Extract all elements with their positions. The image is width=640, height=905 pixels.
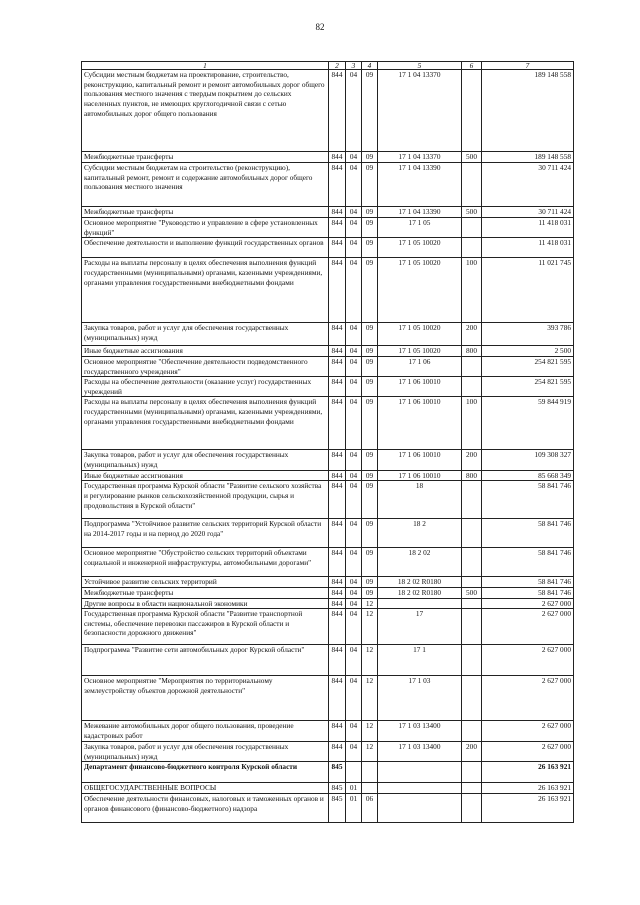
row-amount: 2 500: [482, 346, 574, 357]
table-row: [82, 238, 574, 258]
row-subsection-code: 12: [362, 598, 378, 609]
row-name: Закупка товаров, работ и услуг для обеспечения государственных (муниципальных) нужд: [82, 323, 329, 346]
row-name: Закупка товаров, работ и услуг для обеспечения государственных (муниципальных) нужд: [82, 450, 329, 470]
row-name: Основное мероприятие "Руководство и управление в сфере установленных функций": [82, 218, 329, 238]
row-section-code: 04: [346, 238, 362, 258]
row-ministry-code: 844: [329, 152, 346, 163]
row-subsection-code: 09: [362, 481, 378, 519]
row-section-code: [346, 762, 362, 783]
table-row: [82, 742, 574, 762]
row-subsection-code: 09: [362, 470, 378, 481]
row-subsection-code: 09: [362, 548, 378, 577]
page-number: 82: [315, 22, 325, 32]
row-subsection-code: 12: [362, 721, 378, 742]
row-name: Подпрограмма "Развитие сети автомобильных дорог Курской области": [82, 645, 329, 676]
row-name: Основное мероприятие "Обеспечение деятельности подведомственного государственного учреждения": [82, 356, 329, 376]
table-row: [82, 548, 574, 577]
row-expense-type: 200: [462, 323, 482, 346]
row-name: Расходы на обеспечение деятельности (оказание услуг) государственных учреждений: [82, 377, 329, 397]
budget-table: [81, 61, 574, 823]
column-header: 1: [82, 62, 329, 70]
column-header: 5: [378, 62, 462, 70]
row-ministry-code: 844: [329, 323, 346, 346]
row-amount: 2 627 000: [482, 598, 574, 609]
row-name: Основное мероприятие "Обустройство сельских территорий объектами социальной и инженерной инфраструктуры, автомобильными дорогами": [82, 548, 329, 577]
row-subsection-code: 09: [362, 323, 378, 346]
row-ministry-code: 844: [329, 238, 346, 258]
row-section-code: 04: [346, 609, 362, 645]
column-header: 7: [482, 62, 574, 70]
row-subsection-code: 12: [362, 645, 378, 676]
row-subsection-code: 09: [362, 218, 378, 238]
row-name: Расходы на выплаты персоналу в целях обеспечения выполнения функций государственными (муниципальными) органами, казенными учреждениями, органами управления государственными внебюджетными фондами: [82, 397, 329, 450]
row-section-code: 04: [346, 218, 362, 238]
row-section-code: 04: [346, 163, 362, 207]
row-target-article: 18 2 02 R0180: [378, 577, 462, 588]
row-target-article: 17: [378, 609, 462, 645]
row-expense-type: 500: [462, 207, 482, 218]
row-subsection-code: 09: [362, 152, 378, 163]
row-amount: 85 668 349: [482, 470, 574, 481]
table-row: [82, 450, 574, 470]
table-row: [82, 356, 574, 376]
row-name: Закупка товаров, работ и услуг для обеспечения государственных (муниципальных) нужд: [82, 742, 329, 762]
table-row: [82, 721, 574, 742]
row-target-article: 18 2 02: [378, 548, 462, 577]
row-amount: 254 821 595: [482, 356, 574, 376]
row-amount: 2 627 000: [482, 645, 574, 676]
table-row: [82, 783, 574, 794]
row-expense-type: [462, 238, 482, 258]
row-section-code: 04: [346, 676, 362, 721]
row-target-article: 17 1 03: [378, 676, 462, 721]
row-expense-type: [462, 577, 482, 588]
table-row: [82, 587, 574, 598]
row-subsection-code: 09: [362, 397, 378, 450]
row-ministry-code: 844: [329, 676, 346, 721]
table-row: [82, 676, 574, 721]
row-expense-type: [462, 721, 482, 742]
row-target-article: 17 1 06 10010: [378, 397, 462, 450]
table-row: [82, 258, 574, 323]
row-name: Государственная программа Курской области "Развитие транспортной системы, обеспечение перевозки пассажиров в Курской области и безопасности дорожного движения": [82, 609, 329, 645]
row-name: Межевание автомобильных дорог общего пользования, проведение кадастровых работ: [82, 721, 329, 742]
row-expense-type: [462, 519, 482, 548]
column-header: 3: [346, 62, 362, 70]
row-target-article: 17 1 04 13370: [378, 152, 462, 163]
row-expense-type: [462, 356, 482, 376]
row-target-article: 17 1 05 10020: [378, 323, 462, 346]
row-ministry-code: 844: [329, 577, 346, 588]
row-target-article: [378, 783, 462, 794]
row-target-article: 17 1 04 13390: [378, 163, 462, 207]
row-ministry-code: 844: [329, 356, 346, 376]
row-subsection-code: 09: [362, 356, 378, 376]
row-expense-type: 500: [462, 587, 482, 598]
row-expense-type: [462, 377, 482, 397]
column-header: 4: [362, 62, 378, 70]
row-section-code: 04: [346, 548, 362, 577]
row-ministry-code: 844: [329, 207, 346, 218]
row-expense-type: [462, 70, 482, 152]
row-ministry-code: 844: [329, 70, 346, 152]
row-section-code: 04: [346, 397, 362, 450]
row-section-code: 01: [346, 783, 362, 794]
row-subsection-code: 09: [362, 450, 378, 470]
column-header: 6: [462, 62, 482, 70]
row-expense-type: [462, 794, 482, 823]
row-name: Подпрограмма "Устойчивое развитие сельских территорий Курской области на 2014-2017 годы и на период до 2020 года": [82, 519, 329, 548]
row-name: Межбюджетные трансферты: [82, 587, 329, 598]
row-ministry-code: 844: [329, 450, 346, 470]
table-row: [82, 762, 574, 783]
row-target-article: [378, 794, 462, 823]
row-target-article: [378, 598, 462, 609]
row-amount: 58 841 746: [482, 519, 574, 548]
row-expense-type: [462, 548, 482, 577]
row-amount: 26 163 921: [482, 783, 574, 794]
row-section-code: 01: [346, 794, 362, 823]
row-section-code: 04: [346, 152, 362, 163]
row-target-article: 17 1 06 10010: [378, 470, 462, 481]
table-row: [82, 152, 574, 163]
row-target-article: 17 1 03 13400: [378, 721, 462, 742]
row-expense-type: 800: [462, 470, 482, 481]
row-name: Основное мероприятие "Мероприятия по территориальному землеустройству объектов дорожной деятельности": [82, 676, 329, 721]
row-amount: 189 148 558: [482, 70, 574, 152]
row-subsection-code: [362, 783, 378, 794]
row-name: Другие вопросы в области национальной экономики: [82, 598, 329, 609]
row-name: Иные бюджетные ассигнования: [82, 346, 329, 357]
table-row: [82, 163, 574, 207]
row-expense-type: [462, 481, 482, 519]
row-expense-type: 800: [462, 346, 482, 357]
table-row: [82, 470, 574, 481]
row-amount: 58 841 746: [482, 481, 574, 519]
table-row: [82, 481, 574, 519]
row-ministry-code: 844: [329, 397, 346, 450]
row-subsection-code: 09: [362, 258, 378, 323]
row-subsection-code: [362, 762, 378, 783]
row-section-code: 04: [346, 587, 362, 598]
row-target-article: 17 1 04 13390: [378, 207, 462, 218]
row-section-code: 04: [346, 645, 362, 676]
row-expense-type: 200: [462, 742, 482, 762]
row-section-code: 04: [346, 577, 362, 588]
row-section-code: 04: [346, 481, 362, 519]
row-amount: 58 841 746: [482, 548, 574, 577]
table-row: [82, 609, 574, 645]
row-ministry-code: 844: [329, 377, 346, 397]
row-ministry-code: 845: [329, 794, 346, 823]
row-target-article: 17 1 05 10020: [378, 258, 462, 323]
row-amount: 30 711 424: [482, 207, 574, 218]
row-section-code: 04: [346, 519, 362, 548]
row-name: Департамент финансово-бюджетного контроля Курской области: [82, 762, 329, 783]
row-amount: 2 627 000: [482, 609, 574, 645]
row-name: Иные бюджетные ассигнования: [82, 470, 329, 481]
row-expense-type: [462, 676, 482, 721]
row-ministry-code: 844: [329, 163, 346, 207]
row-subsection-code: 09: [362, 577, 378, 588]
row-target-article: 17 1 03 13400: [378, 742, 462, 762]
table-row: [82, 519, 574, 548]
row-amount: 11 021 745: [482, 258, 574, 323]
row-subsection-code: 12: [362, 742, 378, 762]
row-target-article: 17 1 05: [378, 218, 462, 238]
row-section-code: 04: [346, 742, 362, 762]
row-amount: 393 786: [482, 323, 574, 346]
row-ministry-code: 844: [329, 721, 346, 742]
row-name: Субсидии местным бюджетам на строительство (реконструкцию), капитальный ремонт, ремонт и содержание автомобильных дорог общего пользования местного значения: [82, 163, 329, 207]
row-section-code: 04: [346, 377, 362, 397]
table-row: [82, 577, 574, 588]
row-target-article: 17 1 05 10020: [378, 238, 462, 258]
row-section-code: 04: [346, 207, 362, 218]
table-row: [82, 70, 574, 152]
row-ministry-code: 844: [329, 258, 346, 323]
row-section-code: 04: [346, 721, 362, 742]
row-expense-type: 100: [462, 258, 482, 323]
row-subsection-code: 09: [362, 587, 378, 598]
row-subsection-code: 09: [362, 238, 378, 258]
row-name: Обеспечение деятельности финансовых, налоговых и таможенных органов и органов финансового (финансово-бюджетного) надзора: [82, 794, 329, 823]
row-subsection-code: 06: [362, 794, 378, 823]
row-ministry-code: 845: [329, 783, 346, 794]
row-target-article: 17 1 06: [378, 356, 462, 376]
row-amount: 254 821 595: [482, 377, 574, 397]
row-amount: 2 627 000: [482, 742, 574, 762]
row-ministry-code: 844: [329, 470, 346, 481]
row-subsection-code: 09: [362, 70, 378, 152]
row-section-code: 04: [346, 346, 362, 357]
row-name: ОБЩЕГОСУДАРСТВЕННЫЕ ВОПРОСЫ: [82, 783, 329, 794]
row-expense-type: [462, 598, 482, 609]
row-name: Межбюджетные трансферты: [82, 207, 329, 218]
row-name: Расходы на выплаты персоналу в целях обеспечения выполнения функций государственными (муниципальными) органами, казенными учреждениями, органами управления государственными внебюджетными фондами: [82, 258, 329, 323]
table-row: [82, 207, 574, 218]
table-row: [82, 346, 574, 357]
row-section-code: 04: [346, 356, 362, 376]
row-name: Устойчивое развитие сельских территорий: [82, 577, 329, 588]
table-row: [82, 323, 574, 346]
row-target-article: 17 1: [378, 645, 462, 676]
row-expense-type: [462, 218, 482, 238]
row-target-article: 18: [378, 481, 462, 519]
row-target-article: [378, 762, 462, 783]
row-amount: 2 627 000: [482, 721, 574, 742]
row-subsection-code: 12: [362, 609, 378, 645]
row-ministry-code: 844: [329, 218, 346, 238]
row-amount: 26 163 921: [482, 762, 574, 783]
row-expense-type: [462, 762, 482, 783]
row-name: Межбюджетные трансферты: [82, 152, 329, 163]
row-expense-type: 200: [462, 450, 482, 470]
row-ministry-code: 844: [329, 645, 346, 676]
row-name: Государственная программа Курской области "Развитие сельского хозяйства и регулирование рынков сельскохозяйственной продукции, сырья и продовольствия в Курской области": [82, 481, 329, 519]
row-expense-type: [462, 783, 482, 794]
row-subsection-code: 09: [362, 346, 378, 357]
row-amount: 11 418 031: [482, 238, 574, 258]
row-expense-type: 100: [462, 397, 482, 450]
row-expense-type: [462, 163, 482, 207]
row-subsection-code: 12: [362, 676, 378, 721]
row-target-article: 18 2: [378, 519, 462, 548]
row-subsection-code: 09: [362, 207, 378, 218]
table-row: [82, 645, 574, 676]
table-row: [82, 794, 574, 823]
row-ministry-code: 844: [329, 481, 346, 519]
row-section-code: 04: [346, 450, 362, 470]
row-section-code: 04: [346, 470, 362, 481]
row-ministry-code: 844: [329, 598, 346, 609]
row-expense-type: [462, 645, 482, 676]
row-amount: 58 841 746: [482, 587, 574, 598]
row-expense-type: [462, 609, 482, 645]
table-row: [82, 218, 574, 238]
row-ministry-code: 844: [329, 519, 346, 548]
row-amount: 30 711 424: [482, 163, 574, 207]
row-expense-type: 500: [462, 152, 482, 163]
row-subsection-code: 09: [362, 377, 378, 397]
row-ministry-code: 844: [329, 346, 346, 357]
row-amount: 109 308 327: [482, 450, 574, 470]
row-ministry-code: 844: [329, 587, 346, 598]
row-target-article: 17 1 06 10010: [378, 450, 462, 470]
row-name: Обеспечение деятельности и выполнение функций государственных органов: [82, 238, 329, 258]
row-amount: 189 148 558: [482, 152, 574, 163]
row-target-article: 17 1 05 10020: [378, 346, 462, 357]
row-ministry-code: 845: [329, 762, 346, 783]
row-amount: 59 844 919: [482, 397, 574, 450]
row-amount: 11 418 031: [482, 218, 574, 238]
row-subsection-code: 09: [362, 519, 378, 548]
table-row: [82, 377, 574, 397]
column-header: 2: [329, 62, 346, 70]
row-ministry-code: 844: [329, 742, 346, 762]
table-row: [82, 397, 574, 450]
row-amount: 58 841 746: [482, 577, 574, 588]
row-amount: 26 163 921: [482, 794, 574, 823]
row-ministry-code: 844: [329, 548, 346, 577]
table-header-row: [82, 62, 574, 70]
row-name: Субсидии местным бюджетам на проектирование, строительство, реконструкцию, капитальный ремонт и ремонт автомобильных дорог общего пользования местного значения с твердым покрытием до сельских населенных пунктов, не имеющих круглогодичной связи с сетью автомобильных дорог общего пользования: [82, 70, 329, 152]
row-ministry-code: 844: [329, 609, 346, 645]
row-section-code: 04: [346, 323, 362, 346]
row-target-article: 17 1 04 13370: [378, 70, 462, 152]
table-row: [82, 598, 574, 609]
row-section-code: 04: [346, 70, 362, 152]
row-amount: 2 627 000: [482, 676, 574, 721]
row-target-article: 17 1 06 10010: [378, 377, 462, 397]
row-section-code: 04: [346, 258, 362, 323]
row-subsection-code: 09: [362, 163, 378, 207]
row-section-code: 04: [346, 598, 362, 609]
row-target-article: 18 2 02 R0180: [378, 587, 462, 598]
